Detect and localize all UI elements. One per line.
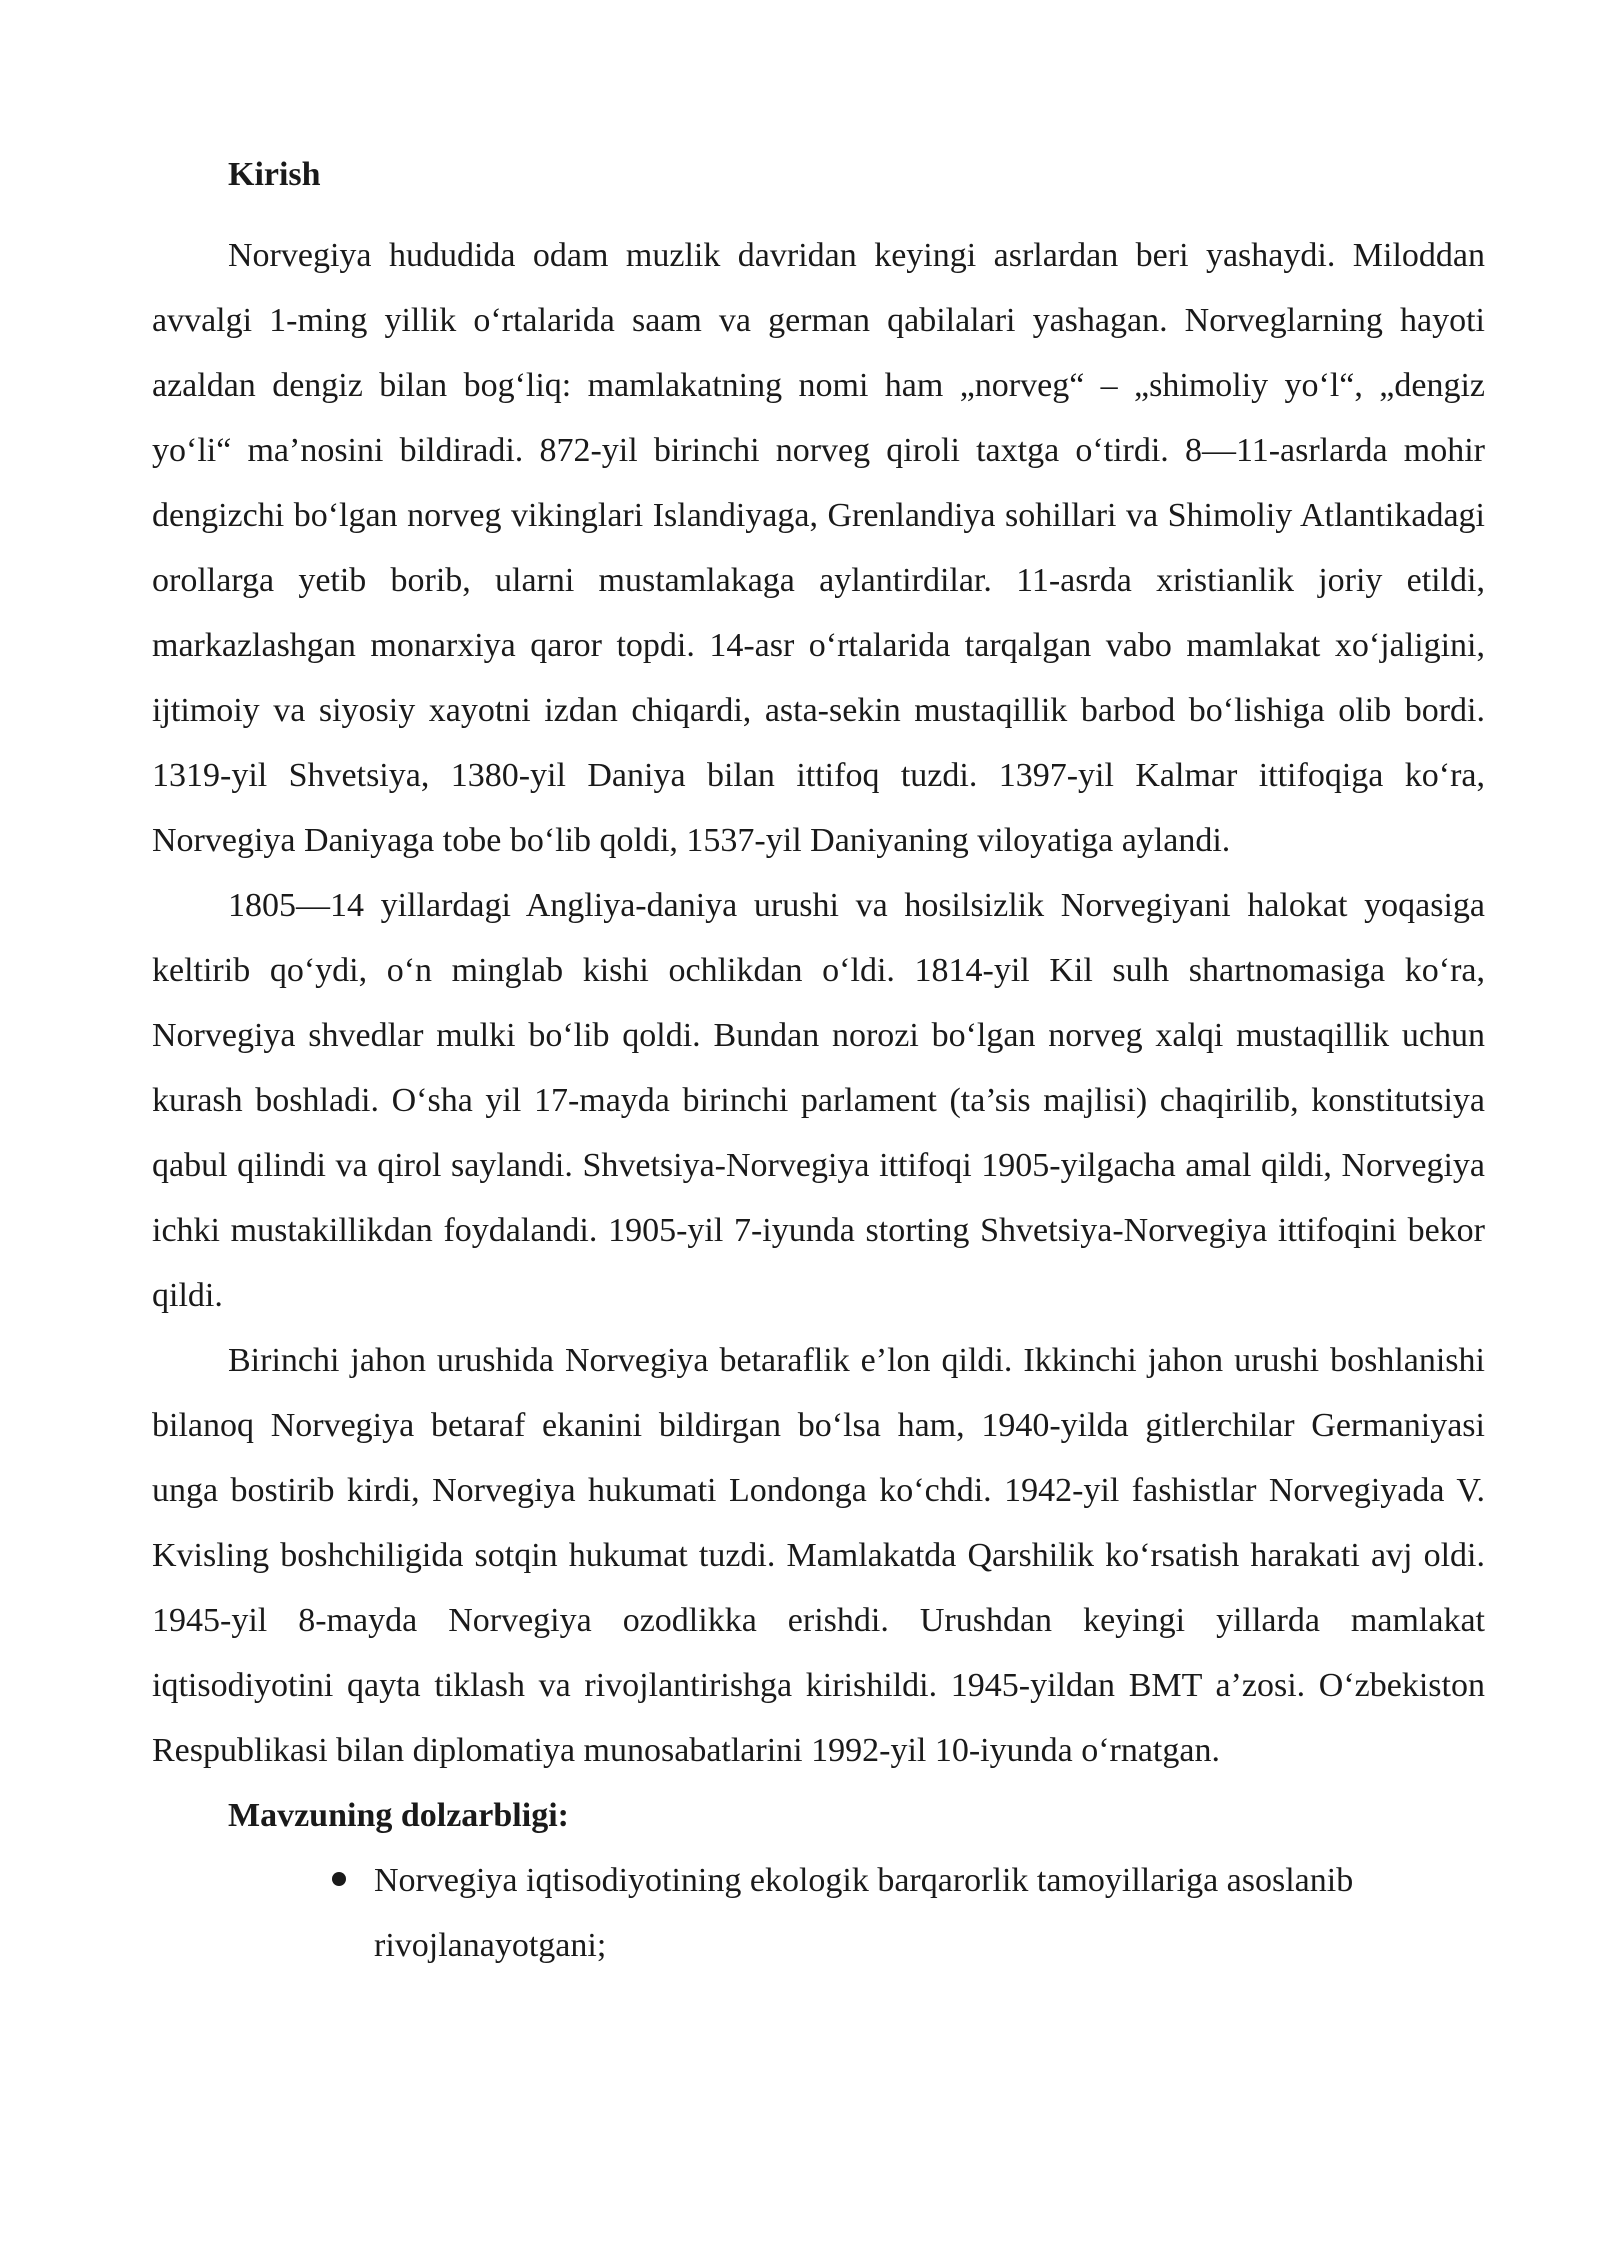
subsection-heading: Mavzuning dolzarbligi: [228, 1797, 569, 1834]
relevance-list [152, 1848, 1485, 1978]
list-item [374, 1848, 1485, 1978]
list-item-text: Norvegiya iqtisodiyotining ekologik barqarorlik tamoyillariga asoslanib rivojlanayotgani; [374, 1862, 1354, 1964]
paragraph-history-world-wars: Birinchi jahon urushida Norvegiya betaraflik e’lon qildi. Ikkinchi jahon urushi boshlanishi bilanoq Norvegiya betaraf ekanini bildirgan bo‘lsa ham, 1940-yilda gitlerchilar Germaniyasi unga bostirib kirdi, Norvegiya hukumati Londonga ko‘chdi. 1942-yil fashistlar Norvegiyada V. Kvisling boshchiligida sotqin hukumat tuzdi. Mamlakatda Qarshilik ko‘rsatish harakati avj oldi. 1945-yil 8-mayda Norvegiya ozodlikka erishdi. Urushdan keyingi yillarda mamlakat iqtisodiyotini qayta tiklash va rivojlantirishga kirishildi. 1945-yildan BMT a’zosi. O‘zbekiston Respublikasi bilan diplomatiya munosabatlarini 1992-yil 10-iyunda o‘rnatgan. [152, 1342, 1485, 1769]
paragraph-history-19th-century: 1805—14 yillardagi Angliya-daniya urushi va hosilsizlik Norvegiyani halokat yoqasiga keltirib qo‘ydi, o‘n minglab kishi ochlikdan o‘ldi. 1814-yil Kil sulh shartnomasiga ko‘ra, Norvegiya shvedlar mulki bo‘lib qoldi. Bundan norozi bo‘lgan norveg xalqi mustaqillik uchun kurash boshladi. O‘sha yil 17-mayda birinchi parlament (ta’sis majlisi) chaqirilib, konstitutsiya qabul qilindi va qirol saylandi. Shvetsiya-Norvegiya ittifoqi 1905-yilgacha amal qildi, Norvegiya ichki mustakillikdan foydalandi. 1905-yil 7-iyunda storting Shvetsiya-Norvegiya ittifoqini bekor qildi. [152, 887, 1485, 1314]
paragraph-history-early: Norvegiya hududida odam muzlik davridan keyingi asrlardan beri yashaydi. Miloddan avvalgi 1-ming yillik o‘rtalarida saam va german qabilalari yashagan. Norveglarning hayoti azaldan dengiz bilan bog‘liq: mamlakatning nomi ham „norveg“ – „shimoliy yo‘l“, „dengiz yo‘li“ ma’nosini bildiradi. 872-yil birinchi norveg qiroli taxtga o‘tirdi. 8—11-asrlarda mohir dengizchi bo‘lgan norveg vikinglari Islandiyaga, Grenlandiya sohillari va Shimoliy Atlantikadagi orollarga yetib borib, ularni mustamlakaga aylantirdilar. 11-asrda xristianlik joriy etildi, markazlashgan monarxiya qaror topdi. 14-asr o‘rtalarida tarqalgan vabo mamlakat xo‘jaligini, ijtimoiy va siyosiy xayotni izdan chiqardi, asta-sekin mustaqillik barbod bo‘lishiga olib bordi. 1319-yil Shvetsiya, 1380-yil Daniya bilan ittifoq tuzdi. 1397-yil Kalmar ittifoqiga ko‘ra, Norvegiya Daniyaga tobe bo‘lib qoldi, 1537-yil Daniyaning viloyatiga aylandi. [152, 237, 1485, 859]
document-body [152, 150, 1485, 1978]
bullet-icon [332, 1872, 346, 1886]
section-heading: Kirish [228, 156, 321, 193]
